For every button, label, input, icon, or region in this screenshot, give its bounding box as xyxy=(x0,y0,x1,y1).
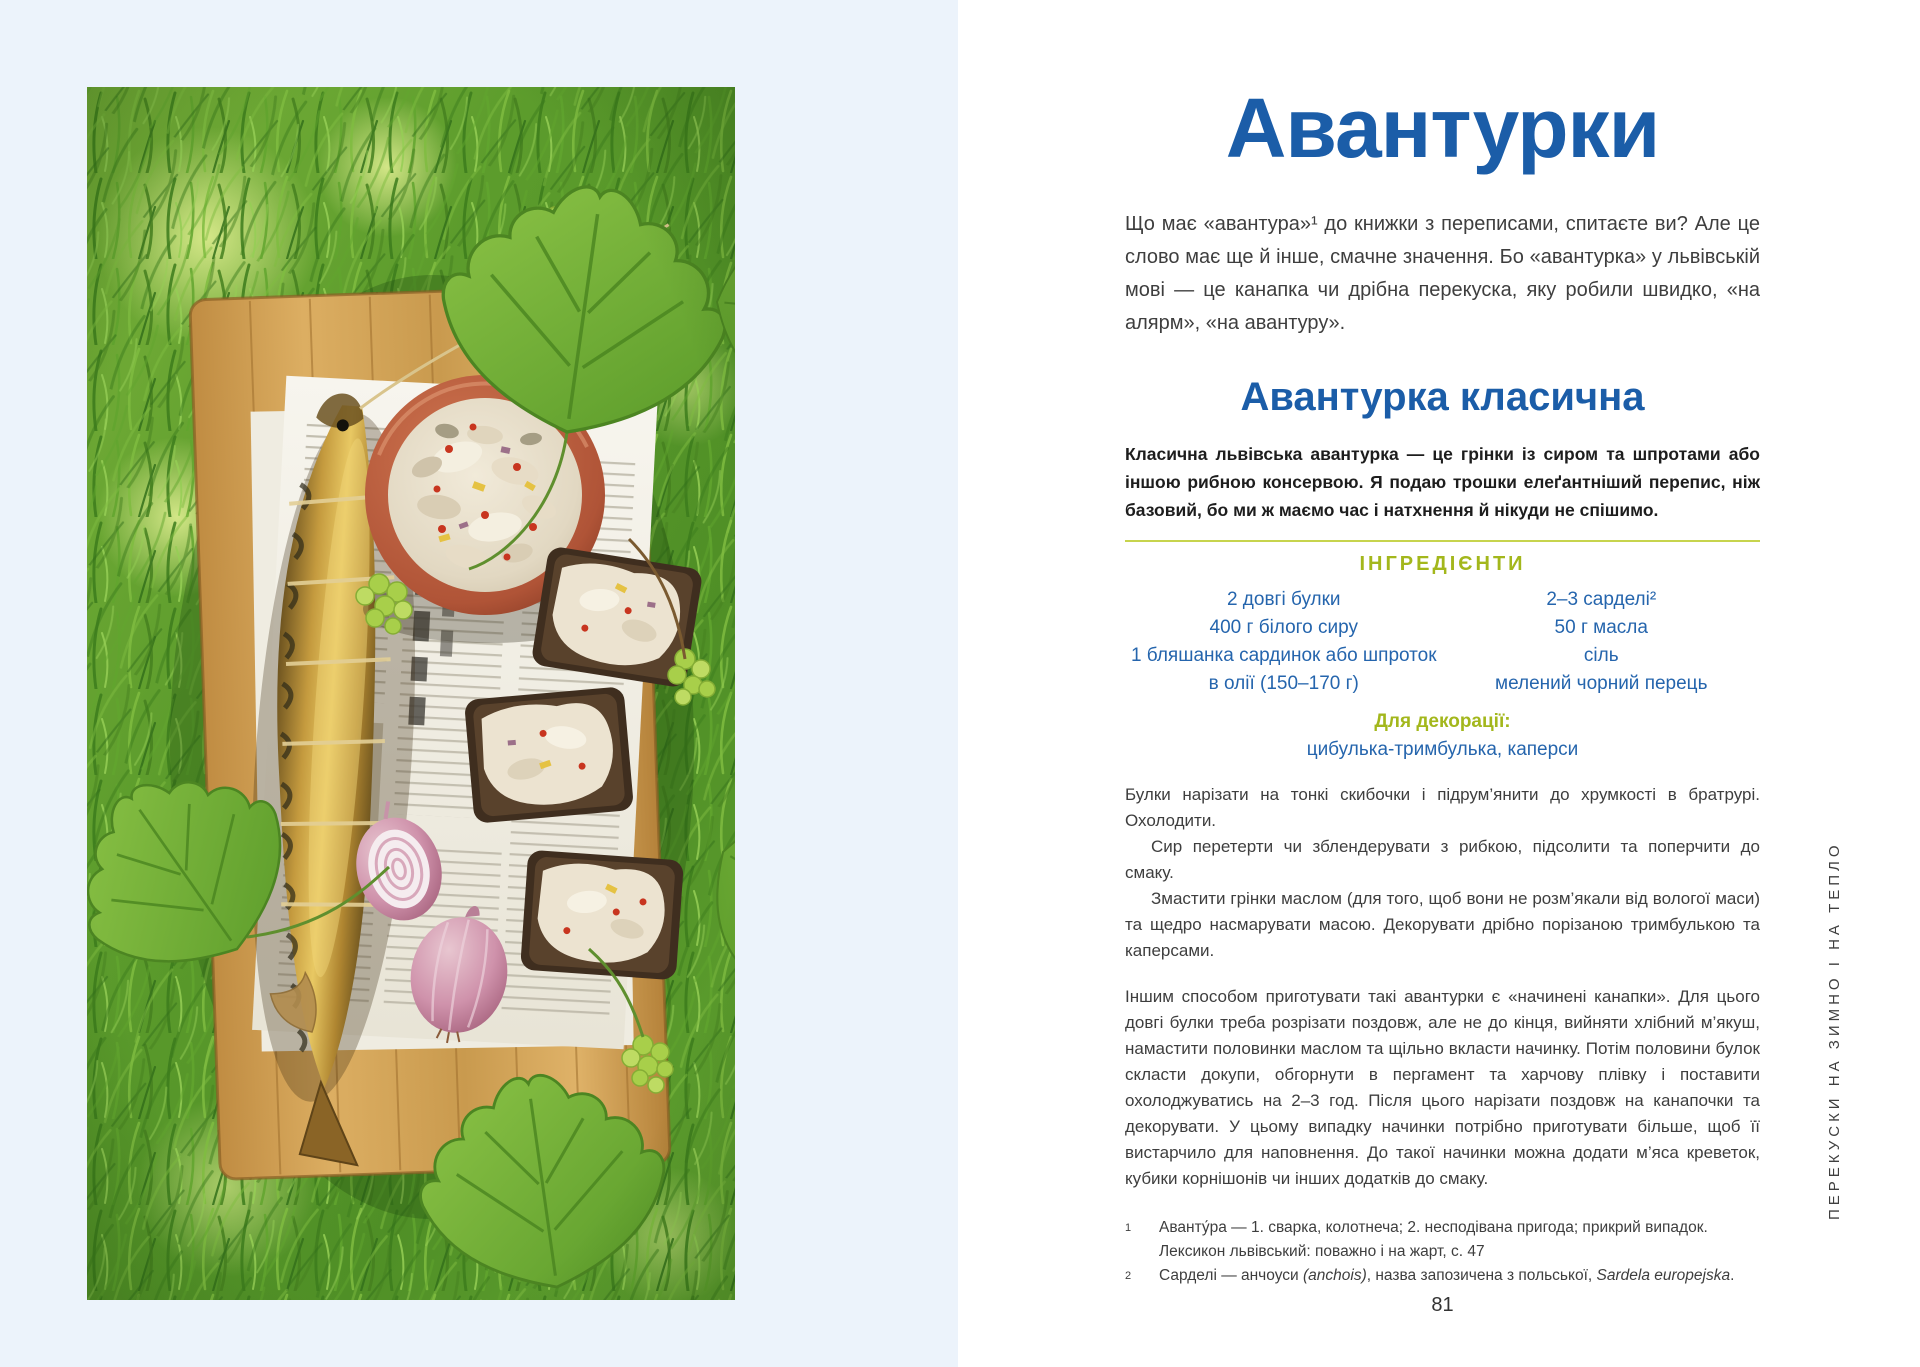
footnote xyxy=(1125,1264,1760,1288)
footnote-text: Аванту́ра — 1. сварка, колотнеча; 2. несподівана пригода; прикрий випадок. Лексикон львівський: поважно і на жарт, с. 47 xyxy=(1159,1219,1708,1260)
ingredient-item: 400 г білого сиру xyxy=(1209,617,1358,638)
ingredient-item: 2 довгі булки xyxy=(1226,589,1341,610)
page-left xyxy=(0,0,958,1367)
footnote-marker: 1 xyxy=(1125,1222,1132,1234)
recipe-title: Авантурка класична xyxy=(1240,375,1645,419)
footnote-marker: 2 xyxy=(1125,1270,1132,1282)
ingredients-right-column xyxy=(1443,586,1761,698)
footnote xyxy=(1125,1216,1760,1264)
ingredients-divider xyxy=(1125,540,1760,542)
chapter-intro: Що має «авантура»¹ до книжки з переписами, спитаєте ви? Але це слово має ще й інше, смачне значення. Бо «авантурка» у львівській мові — це канапка чи дрібна перекуска, яку робили швидко, «на алярм», «на авантуру». xyxy=(1125,213,1760,334)
ingredient-item: 2–3 сарделі² xyxy=(1546,589,1657,610)
food-photo xyxy=(87,87,735,1300)
footnote-text: Сарделі — анчоуси (anchois), назва запозичена з польської, Sardela europejska. xyxy=(1159,1267,1735,1284)
method-step: Змастити грінки маслом (для того, щоб вони не розм’якали від вологої маси) та щедро насмарувати масою. Декорувати дрібно порізаною тримбулькою та каперсами. xyxy=(1125,889,1760,960)
decoration-items: цибулька-тримбулька, каперси xyxy=(1306,739,1579,760)
ingredient-item: 50 г масла xyxy=(1554,617,1648,638)
ingredients-left-column xyxy=(1125,586,1443,698)
footnotes xyxy=(1125,1216,1760,1288)
section-sidebar-label: ПЕРЕКУСКИ НА ЗИМНО І НА ТЕПЛО xyxy=(1826,841,1843,1220)
variation-paragraph: Іншим способом приготувати такі авантурки є «начинені канапки». Для цього довгі булки треба розрізати поздовж, але не до кінця, вийняти хлібний м’якуш, намастити половинки маслом та щільно вкласти начинку. Потім половини булок скласти докупи, обгорнути в пергамент та харчову плівку і поставити охолоджуватись на 2–3 год. Після цього нарізати поздовж на канапочки та декорувати. У цьому випадку начинки потрібно приготувати більше, щоб її вистарчило для наповнення. До такої начинки можна додати м’яса креветок, кубики корнішонів чи інших додатків до смаку. xyxy=(1125,987,1760,1188)
ingredients-columns xyxy=(1125,586,1760,698)
method-step: Булки нарізати на тонкі скибочки і підрум’янити до хрумкості в братрурі. Охолодити. xyxy=(1125,785,1760,830)
decoration-label: Для декорації: xyxy=(1374,711,1511,732)
method-steps xyxy=(1125,782,1760,964)
photo-vignette xyxy=(87,87,735,1300)
ingredient-item: 1 бляшанка сардинок або шпроток в олії (150–170 г) xyxy=(1130,645,1437,694)
recipe-content xyxy=(1125,0,1760,1288)
ingredient-item: мелений чорний перець xyxy=(1495,673,1708,694)
page-number: 81 xyxy=(1431,1294,1454,1316)
ingredient-item: сіль xyxy=(1583,645,1619,666)
chapter-title: Авантурки xyxy=(1225,81,1660,175)
page-right xyxy=(958,0,1920,1367)
recipe-description: Класична львівська авантурка — це грінки із сиром та шпротами або іншою рибною консервою. Я подаю трошки елеґантніший перепис, ніж базовий, бо ми ж маємо час і натхнення й нікуди не спішимо. xyxy=(1125,444,1760,520)
ingredients-heading: ІНГРЕДІЄНТИ xyxy=(1359,553,1526,575)
method-step: Сир перетерти чи зблендерувати з рибкою, підсолити та поперчити до смаку. xyxy=(1125,837,1760,882)
